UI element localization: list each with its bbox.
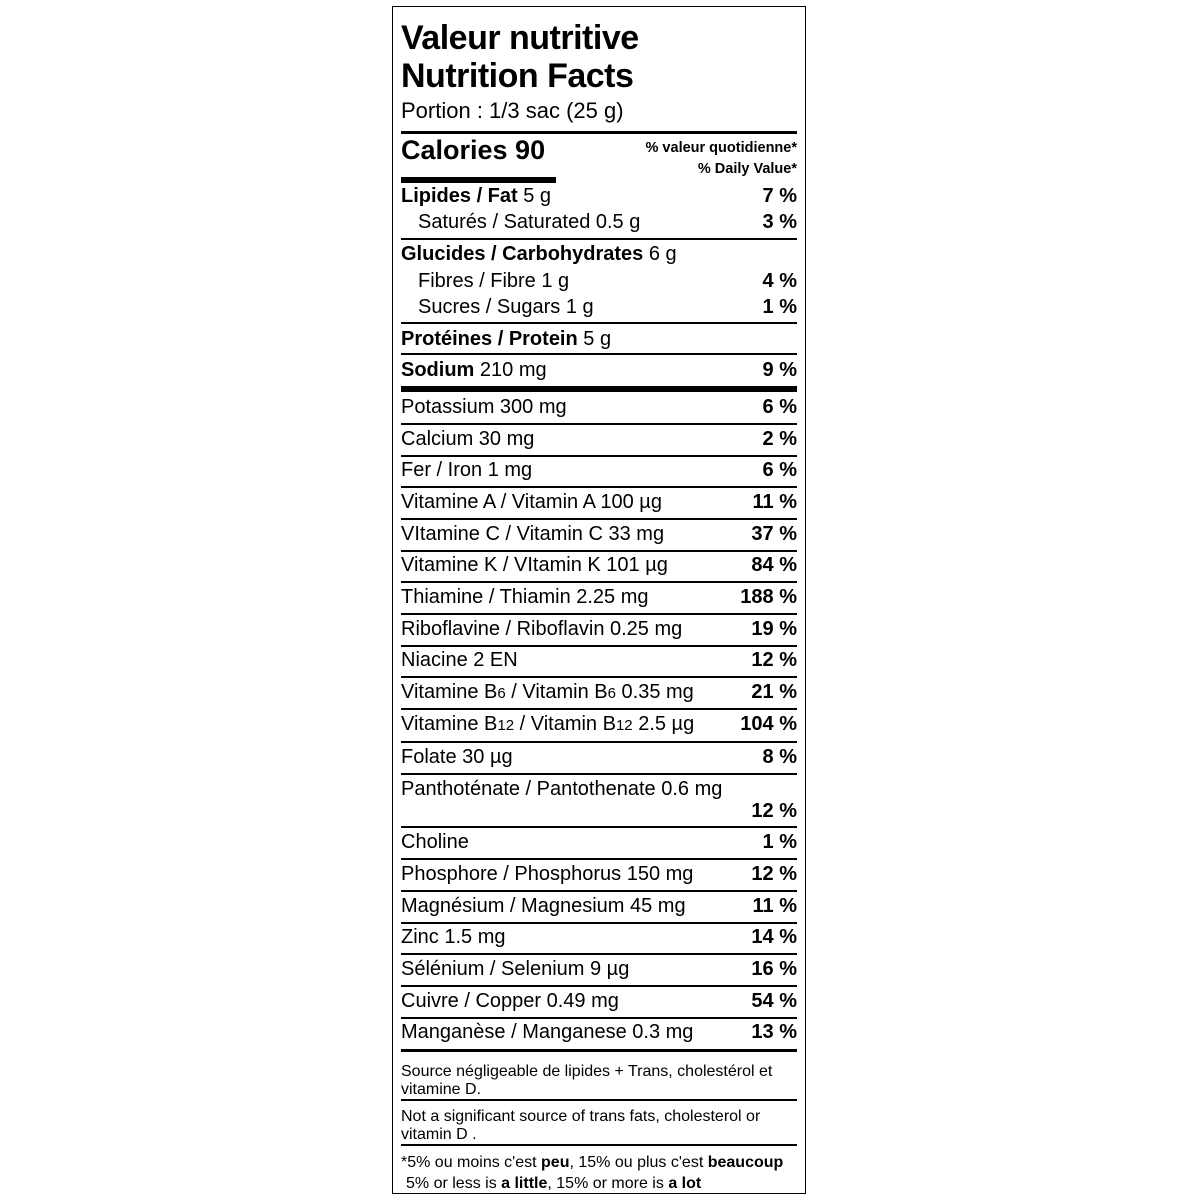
text-part: 0.35 mg <box>615 681 694 703</box>
fibre-percent: 4 % <box>762 270 797 292</box>
vitamin-b12-label <box>401 713 694 736</box>
text-part: Vitamine B <box>401 713 498 735</box>
nutrition-facts-label <box>392 6 806 1194</box>
micro-label: Thiamine / Thiamin 2.25 mg <box>401 586 649 608</box>
divider <box>401 581 797 583</box>
divider <box>401 238 797 240</box>
text-part: Vitamine B <box>401 681 498 703</box>
micro-percent: 16 % <box>751 958 797 980</box>
divider <box>401 322 797 324</box>
micro-label: Sélénium / Selenium 9 µg <box>401 958 630 980</box>
text-part: 5% or less is <box>406 1175 502 1192</box>
calories-underline <box>401 177 556 183</box>
thick-rule <box>401 386 797 392</box>
micro-percent: 14 % <box>751 926 797 948</box>
micro-label: VItamine C / Vitamin C 33 mg <box>401 523 665 545</box>
micro-label: Calcium 30 mg <box>401 428 535 450</box>
divider <box>401 922 797 924</box>
divider <box>401 1144 797 1146</box>
divider <box>401 953 797 955</box>
divider <box>401 741 797 743</box>
micro-percent: 6 % <box>762 396 797 418</box>
micro-label: Phosphore / Phosphorus 150 mg <box>401 863 694 885</box>
text-part: a lot <box>668 1175 702 1192</box>
divider <box>401 550 797 552</box>
divider <box>401 423 797 425</box>
divider <box>401 890 797 892</box>
protein-label: Protéines / Protein <box>401 328 578 350</box>
divider <box>401 486 797 488</box>
divider <box>401 613 797 615</box>
calories: Calories 90 <box>401 135 546 165</box>
fat-percent: 7 % <box>762 185 797 207</box>
pantothenate-percent: 12 % <box>751 800 797 822</box>
label-content <box>401 7 797 1193</box>
micro-label: Choline <box>401 831 469 853</box>
footnote-french: Source négligeable de lipides + Trans, cholestérol et vitamine D. <box>401 1063 773 1098</box>
micro-percent: 19 % <box>751 618 797 640</box>
dv-note-french <box>401 1154 797 1172</box>
fibre-label: Fibres / Fibre 1 g <box>418 270 570 292</box>
divider <box>401 985 797 987</box>
micro-percent: 6 % <box>762 459 797 481</box>
pantothenate-row <box>401 778 797 828</box>
micro-percent: 37 % <box>751 523 797 545</box>
text-part: *5% ou moins c'est <box>401 1154 542 1171</box>
carbs-amount: 6 g <box>643 243 677 265</box>
serving-size: Portion : 1/3 sac (25 g) <box>401 98 624 123</box>
text-part: , 15% or more is <box>547 1175 669 1192</box>
micro-percent: 12 % <box>751 863 797 885</box>
micro-label: Fer / Iron 1 mg <box>401 459 533 481</box>
micro-label: Manganèse / Manganese 0.3 mg <box>401 1021 694 1043</box>
divider <box>401 826 797 828</box>
title-english: Nutrition Facts <box>401 57 634 95</box>
micro-label: Magnésium / Magnesium 45 mg <box>401 895 686 917</box>
micro-percent: 84 % <box>751 554 797 576</box>
folate-label: Folate 30 µg <box>401 746 513 768</box>
thick-rule <box>401 1049 797 1052</box>
daily-value-header-en: % Daily Value* <box>697 161 797 177</box>
divider <box>401 518 797 520</box>
micro-label: Potassium 300 mg <box>401 396 567 418</box>
saturated-label: Saturés / Saturated 0.5 g <box>418 211 641 233</box>
footnote-english: Not a significant source of trans fats, cholesterol or vitamin D . <box>401 1108 761 1143</box>
micro-label: Vitamine K / VItamin K 101 µg <box>401 554 668 576</box>
micro-percent: 54 % <box>751 990 797 1012</box>
vitamin-b6-label <box>401 681 694 704</box>
subscript: 12 <box>615 717 633 734</box>
micro-percent: 12 % <box>751 649 797 671</box>
divider <box>401 858 797 860</box>
divider <box>401 676 797 678</box>
thick-rule <box>401 131 797 134</box>
fat-label: Lipides / Fat <box>401 185 518 207</box>
text-part: beaucoup <box>707 1154 784 1171</box>
text-part: , 15% ou plus c'est <box>569 1154 708 1171</box>
dv-note-english <box>401 1175 797 1193</box>
text-part: / Vitamin B <box>505 681 608 703</box>
sodium-percent: 9 % <box>762 359 797 381</box>
vitamin-b12-percent: 104 % <box>740 713 797 735</box>
micro-percent: 188 % <box>740 586 797 608</box>
micro-percent: 11 % <box>752 895 797 917</box>
vitamin-b6-percent: 21 % <box>751 681 797 703</box>
micro-percent: 1 % <box>762 831 797 853</box>
divider <box>401 708 797 710</box>
subscript: 12 <box>497 717 515 734</box>
divider <box>401 1099 797 1101</box>
protein-amount: 5 g <box>577 328 612 350</box>
micro-percent: 2 % <box>762 428 797 450</box>
micro-label: Riboflavine / Riboflavin 0.25 mg <box>401 618 683 640</box>
divider <box>401 455 797 457</box>
divider <box>401 1017 797 1019</box>
micro-percent: 13 % <box>751 1021 797 1043</box>
sodium-label: Sodium <box>401 359 475 381</box>
subscript: 6 <box>497 685 506 702</box>
micro-label: Cuivre / Copper 0.49 mg <box>401 990 619 1012</box>
text-part: / Vitamin B <box>514 713 616 735</box>
title-french: Valeur nutritive <box>401 19 639 57</box>
micro-label: Zinc 1.5 mg <box>401 926 506 948</box>
micro-label: Vitamine A / Vitamin A 100 µg <box>401 491 662 513</box>
sugars-percent: 1 % <box>762 296 797 318</box>
saturated-percent: 3 % <box>762 211 797 233</box>
sodium-amount: 210 mg <box>474 359 547 381</box>
text-part: peu <box>541 1154 570 1171</box>
divider <box>401 773 797 775</box>
subscript: 6 <box>607 685 616 702</box>
text-part: 2.5 µg <box>632 713 695 735</box>
daily-value-header-fr: % valeur quotidienne* <box>645 140 797 156</box>
divider <box>401 645 797 647</box>
text-part: a little <box>501 1175 548 1192</box>
divider <box>401 353 797 355</box>
micro-label: Niacine 2 EN <box>401 649 518 671</box>
folate-percent: 8 % <box>762 746 797 768</box>
pantothenate-label: Panthoténate / Pantothenate 0.6 mg <box>401 778 723 800</box>
fat-amount: 5 g <box>517 185 552 207</box>
sugars-label: Sucres / Sugars 1 g <box>418 296 594 318</box>
carbs-label: Glucides / Carbohydrates <box>401 243 644 265</box>
micro-percent: 11 % <box>752 491 797 513</box>
